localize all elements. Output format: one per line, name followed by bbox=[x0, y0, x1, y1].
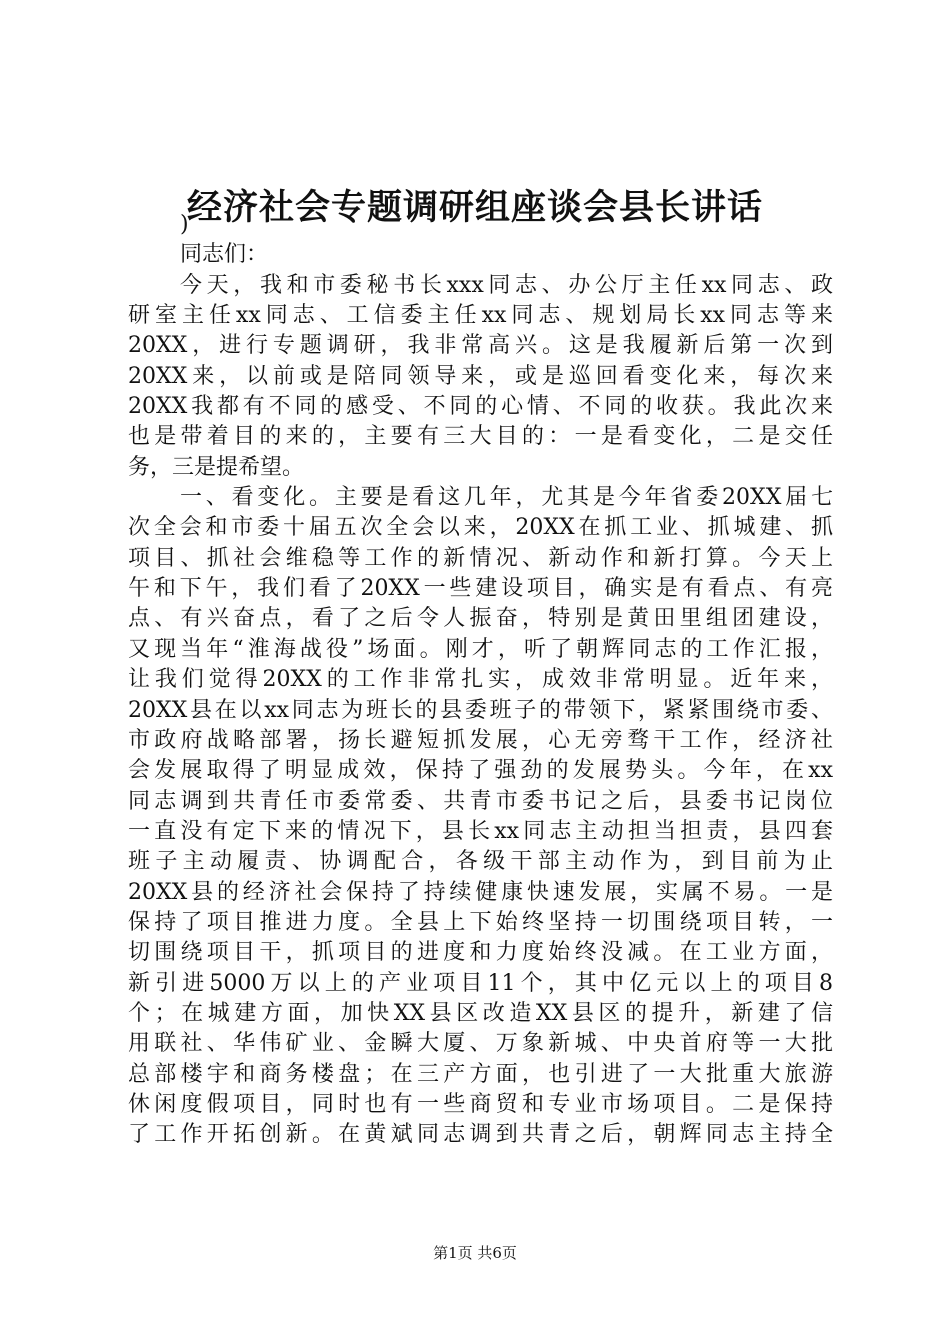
body-line: 保持了项目推进力度。全县上下始终坚持一切围绕项目转，一 bbox=[128, 909, 833, 935]
body-line: 今天，我和市委秘书长xxx同志、办公厅主任xx同志、政 bbox=[180, 272, 833, 298]
body-line: 又现当年“淮海战役”场面。刚才，听了朝辉同志的工作汇报， bbox=[128, 636, 833, 662]
body-line: 20XX，进行专题调研，我非常高兴。这是我履新后第一次到 bbox=[128, 333, 833, 359]
salutation: 同志们： bbox=[180, 242, 269, 268]
document-title: 经济社会专题调研组座谈会县长讲话 bbox=[186, 187, 763, 228]
body-line: 午和下午，我们看了20XX一些建设项目，确实是有看点、有亮 bbox=[128, 576, 833, 602]
body-line: 研室主任xx同志、工信委主任xx同志、规划局长xx同志等来 bbox=[128, 303, 833, 329]
body-line: 用联社、华伟矿业、金瞬大厦、万象新城、中央首府等一大批 bbox=[128, 1031, 833, 1057]
body-line: 一直没有定下来的情况下，县长xx同志主动担当担责，县四套 bbox=[128, 818, 833, 844]
body-line: 20XX县的经济社会保持了持续健康快速发展，实属不易。一是 bbox=[128, 879, 833, 905]
body-line: 务，三是提希望。 bbox=[128, 454, 305, 480]
body-line: 让我们觉得20XX的工作非常扎实，成效非常明显。近年来， bbox=[128, 667, 833, 693]
body-line: 同志调到共青任市委常委、共青市委书记之后，县委书记岗位 bbox=[128, 788, 833, 814]
body-line: 20XX来，以前或是陪同领导来，或是巡回看变化来，每次来 bbox=[128, 363, 833, 389]
document-body bbox=[128, 210, 833, 1151]
section-heading-line: 一、看变化。主要是看这几年，尤其是今年省委20XX届七 bbox=[180, 485, 833, 511]
page-footer: 第1页 共6页 bbox=[433, 1244, 517, 1262]
body-line: 总部楼宇和商务楼盘；在三产方面，也引进了一大批重大旅游 bbox=[128, 1061, 833, 1087]
body-line: 市政府战略部署，扬长避短抓发展，心无旁骛干工作，经济社 bbox=[128, 727, 833, 753]
body-line: 会发展取得了明显成效，保持了强劲的发展势头。今年，在xx bbox=[128, 758, 833, 784]
body-line: 个；在城建方面，加快XX县区改造XX县区的提升，新建了信 bbox=[128, 1000, 833, 1026]
body-line: 20XX县在以xx同志为班长的县委班子的带领下，紧紧围绕市委、 bbox=[128, 697, 833, 723]
body-line: 切围绕项目干，抓项目的进度和力度始终没减。在工业方面， bbox=[128, 940, 833, 966]
body-line: 班子主动履责、协调配合，各级干部主动作为，到目前为止 bbox=[128, 849, 833, 875]
body-line: 也是带着目的来的，主要有三大目的：一是看变化，二是交任 bbox=[128, 424, 833, 450]
body-line: 新引进5000万以上的产业项目11个，其中亿元以上的项目8 bbox=[128, 970, 833, 996]
body-line: 项目、抓社会维稳等工作的新情况、新动作和新打算。今天上 bbox=[128, 545, 833, 571]
body-line: 了工作开拓创新。在黄斌同志调到共青之后，朝辉同志主持全 bbox=[128, 1122, 833, 1148]
body-line: ) bbox=[180, 212, 189, 237]
body-line: 次全会和市委十届五次全会以来，20XX在抓工业、抓城建、抓 bbox=[128, 515, 833, 541]
body-line: 休闲度假项目，同时也有一些商贸和专业市场项目。二是保持 bbox=[128, 1091, 833, 1117]
body-line: 点、有兴奋点，看了之后令人振奋，特别是黄田里组团建设， bbox=[128, 606, 833, 632]
body-line: 20XX我都有不同的感受、不同的心情、不同的收获。我此次来 bbox=[128, 394, 833, 420]
